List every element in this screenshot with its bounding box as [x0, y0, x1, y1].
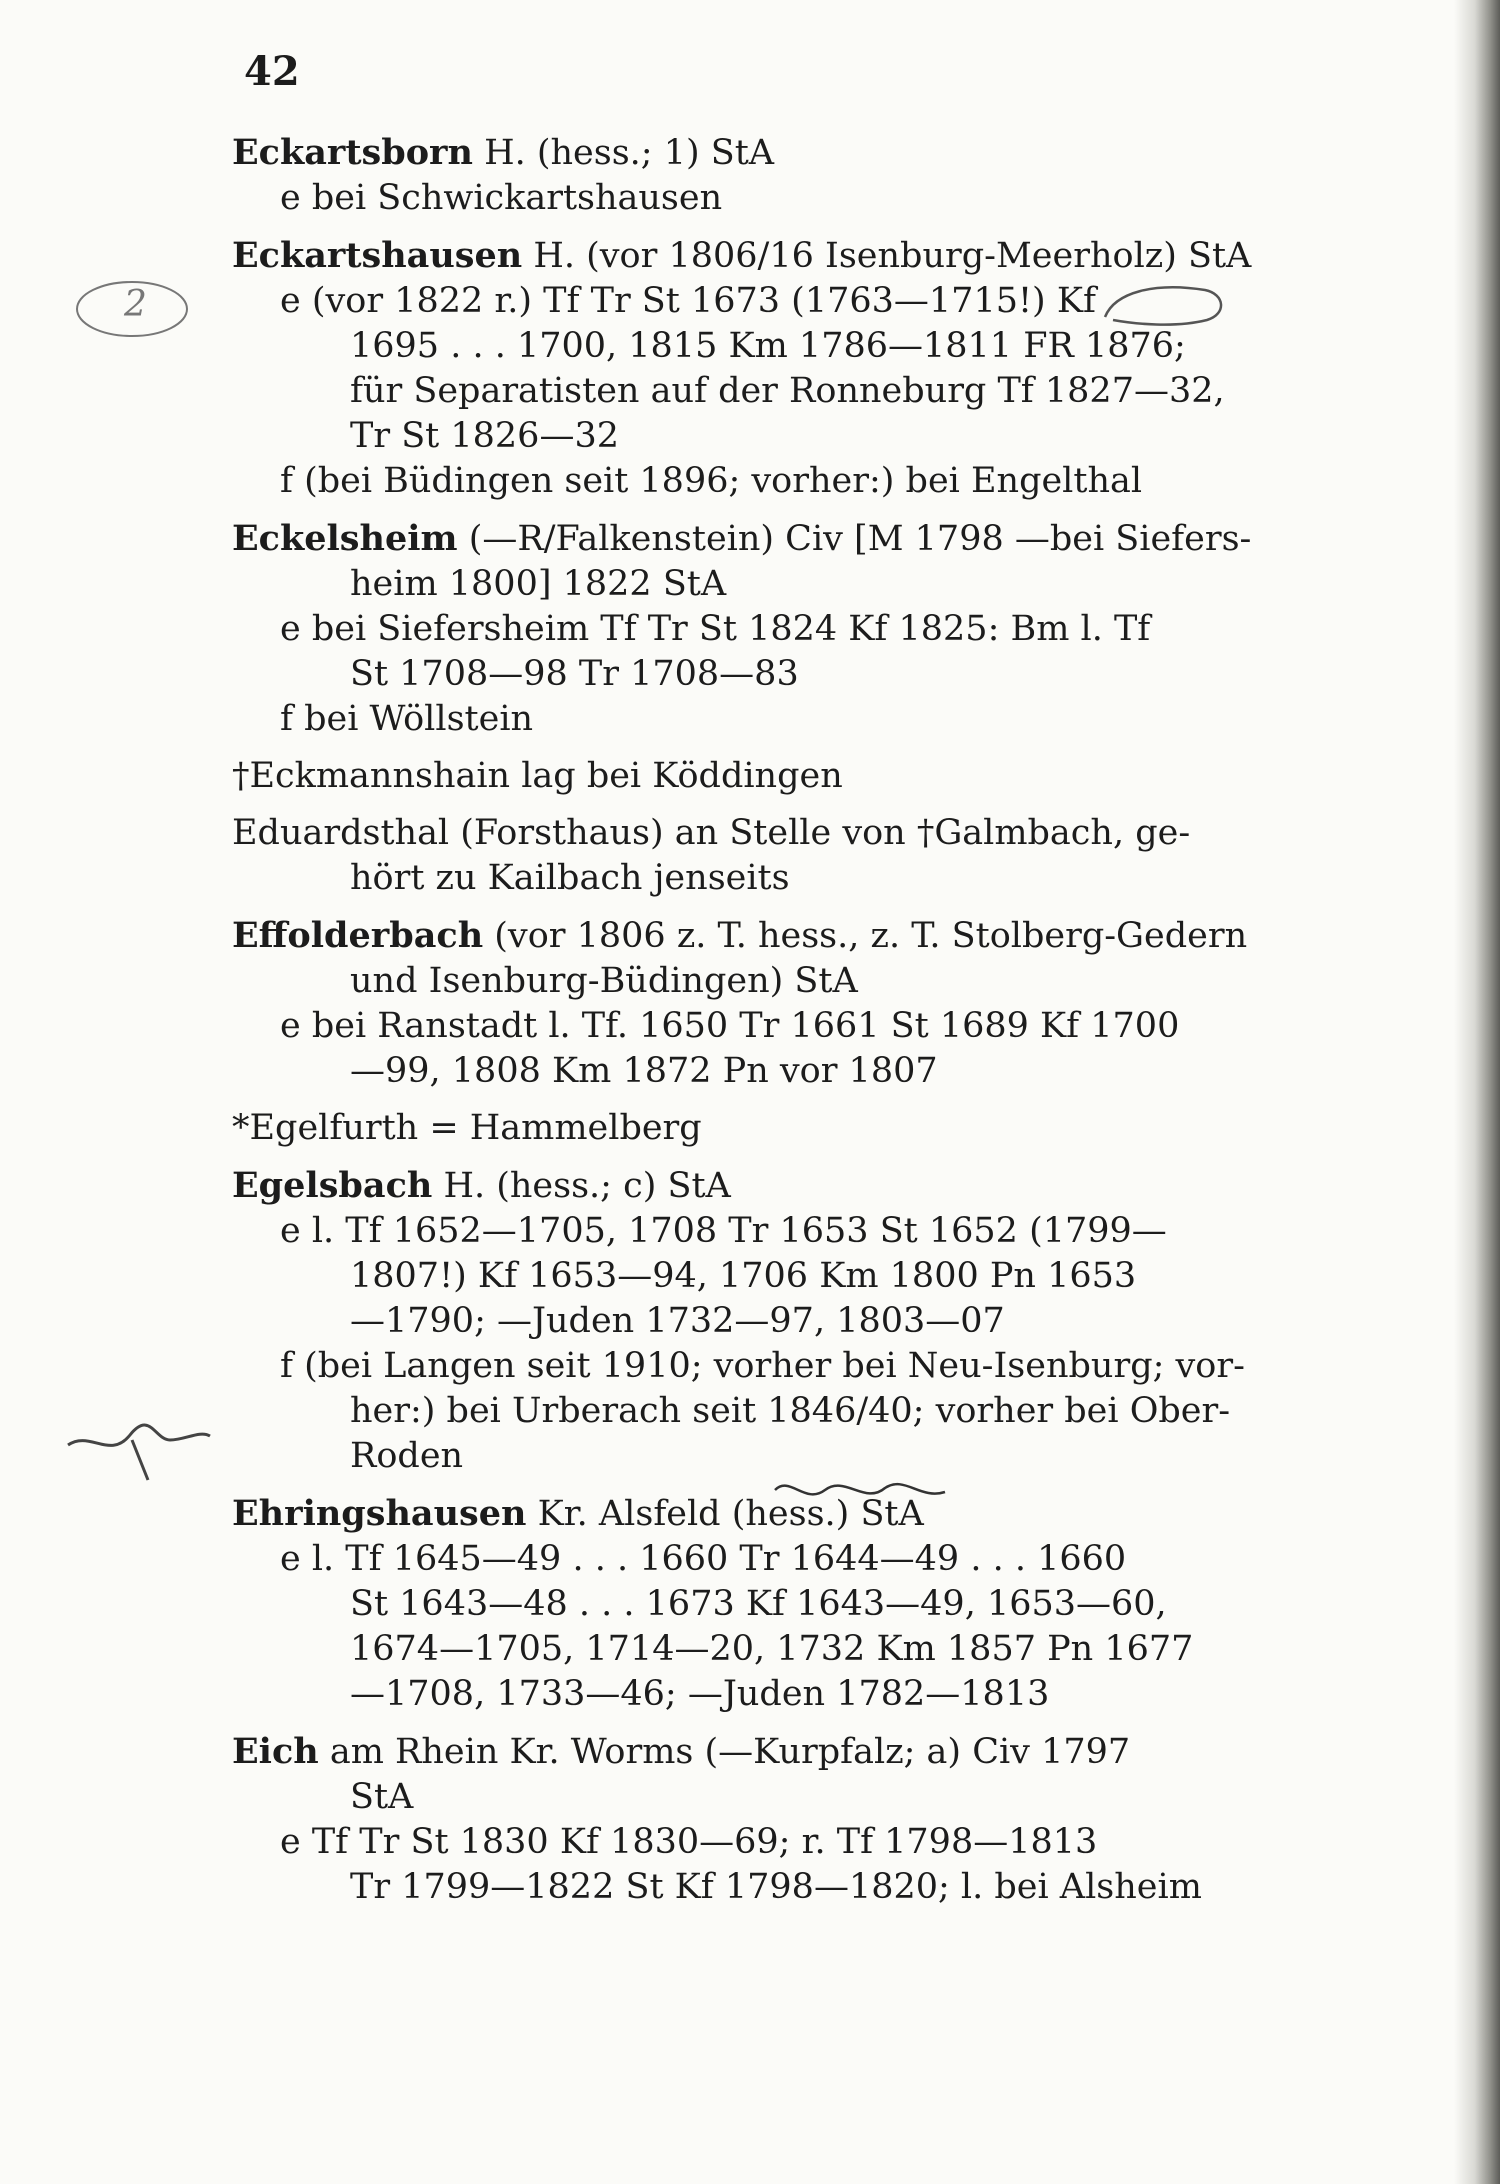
entry-text: —1790; —Juden 1732—97, 1803—07	[350, 1301, 1005, 1341]
gazetteer-entries	[232, 130, 1322, 1922]
entry-line	[232, 1209, 1322, 1254]
entry-line	[232, 811, 1322, 856]
entry-line	[232, 1537, 1322, 1582]
pencil-circle-mark	[1095, 262, 1235, 332]
entry-text: für Separatisten auf der Ronneburg Tf 1827—32,	[350, 371, 1225, 411]
entry-line	[232, 176, 1322, 221]
entry-line	[232, 1049, 1322, 1094]
entry-line	[232, 1106, 1322, 1151]
page-edge-shadow	[1454, 0, 1500, 2184]
entry	[232, 1491, 1322, 1717]
entry-line	[232, 1582, 1322, 1627]
margin-note: 2	[124, 284, 147, 325]
entry-text: 1674—1705, 1714—20, 1732 Km 1857 Pn 1677	[350, 1629, 1194, 1669]
entry-text: Roden	[350, 1436, 464, 1476]
entry	[232, 516, 1322, 742]
entry-text: H. (hess.; c) StA	[432, 1166, 731, 1206]
entry-line	[232, 562, 1322, 607]
entry-text: e (vor 1822 r.) Tf Tr St 1673 (1763—1715!) Kf	[280, 281, 1096, 321]
entry-text: (vor 1806 z. T. hess., z. T. Stolberg-Gedern	[483, 916, 1248, 956]
entry-line	[232, 959, 1322, 1004]
entry-headword: Eckartsborn	[232, 132, 473, 173]
entry-line	[232, 1820, 1322, 1865]
page-number: 42	[244, 48, 300, 95]
entry-text: e bei Siefersheim Tf Tr St 1824 Kf 1825: Bm l. Tf	[280, 609, 1151, 649]
entry-text: —1708, 1733—46; —Juden 1782—1813	[350, 1674, 1050, 1714]
entry	[232, 913, 1322, 1094]
entry-headword: Eckelsheim	[232, 518, 458, 559]
entry-line	[232, 1775, 1322, 1820]
entry-line	[232, 414, 1322, 459]
entry-line	[232, 697, 1322, 742]
entry-text: e bei Schwickartshausen	[280, 178, 723, 218]
entry-line	[232, 1729, 1322, 1775]
entry-line	[232, 754, 1322, 799]
entry-text: 1695 . . . 1700, 1815 Km 1786—1811 FR 1876;	[350, 326, 1186, 366]
entry-line	[232, 1254, 1322, 1299]
entry-line	[232, 1344, 1322, 1389]
entry-line	[232, 130, 1322, 176]
entry-text: e l. Tf 1645—49 . . . 1660 Tr 1644—49 . . . 1660	[280, 1539, 1127, 1579]
entry-text: f (bei Langen seit 1910; vorher bei Neu-Isenburg; vor-	[280, 1346, 1245, 1386]
entry-line	[232, 516, 1322, 562]
entry-text: f (bei Büdingen seit 1896; vorher:) bei Engelthal	[280, 461, 1143, 501]
entry-line	[232, 369, 1322, 414]
entry-text: e bei Ranstadt l. Tf. 1650 Tr 1661 St 1689 Kf 1700	[280, 1006, 1180, 1046]
entry-line	[232, 1672, 1322, 1717]
entry-text: 1807!) Kf 1653—94, 1706 Km 1800 Pn 1653	[350, 1256, 1137, 1296]
entry-headword: Eich	[232, 1731, 319, 1772]
entry-text: Tr St 1826—32	[350, 416, 619, 456]
entry-text: *Egelfurth = Hammelberg	[232, 1108, 702, 1148]
entry-text: Eduardsthal (Forsthaus) an Stelle von †Galmbach, ge-	[232, 813, 1191, 853]
entry-headword: Egelsbach	[232, 1165, 433, 1206]
entry-line	[232, 652, 1322, 697]
entry-text: St 1708—98 Tr 1708—83	[350, 654, 799, 694]
entry-text: am Rhein Kr. Worms (—Kurpfalz; a) Civ 1797	[318, 1732, 1131, 1772]
entry-text: —99, 1808 Km 1872 Pn vor 1807	[350, 1051, 938, 1091]
entry-headword: Ehringshausen	[232, 1493, 527, 1534]
entry	[232, 1163, 1322, 1479]
entry-line	[232, 607, 1322, 652]
entry-text: hört zu Kailbach jenseits	[350, 858, 790, 898]
entry-line	[232, 856, 1322, 901]
entry-line	[232, 1389, 1322, 1434]
entry-text: f bei Wöllstein	[280, 699, 534, 739]
entry-line	[232, 1627, 1322, 1672]
entry-text: St 1643—48 . . . 1673 Kf 1643—49, 1653—60,	[350, 1584, 1167, 1624]
entry-line	[232, 1865, 1322, 1910]
entry-line	[232, 1004, 1322, 1049]
entry-text: und Isenburg-Büdingen) StA	[350, 961, 858, 1001]
entry-text: Kr. Alsfeld (hess.) StA	[526, 1494, 924, 1534]
entry-line	[232, 1163, 1322, 1209]
entry	[232, 130, 1322, 221]
entry-text: e l. Tf 1652—1705, 1708 Tr 1653 St 1652 (1799—	[280, 1211, 1167, 1251]
entry-line	[232, 913, 1322, 959]
entry-line	[232, 459, 1322, 504]
entry	[232, 1106, 1322, 1151]
entry-text: H. (vor 1806/16 Isenburg-Meerholz) StA	[522, 236, 1252, 276]
entry-text: H. (hess.; 1) StA	[472, 133, 775, 173]
entry-headword: Eckartshausen	[232, 235, 523, 276]
entry-text: her:) bei Urberach seit 1846/40; vorher bei Ober-	[350, 1391, 1231, 1431]
margin-squiggle-annotation	[60, 1400, 220, 1490]
entry-text: (—R/Falkenstein) Civ [M 1798 —bei Siefers-	[457, 519, 1252, 559]
pencil-underline-wave	[770, 1470, 950, 1510]
entry-text: Tr 1799—1822 St Kf 1798—1820; l. bei Alsheim	[350, 1867, 1202, 1907]
entry-headword: Effolderbach	[232, 915, 484, 956]
entry	[232, 1729, 1322, 1910]
entry-line	[232, 1299, 1322, 1344]
entry-text: StA	[350, 1777, 414, 1817]
entry-text: †Eckmannshain lag bei Köddingen	[232, 756, 843, 796]
entry-text: e Tf Tr St 1830 Kf 1830—69; r. Tf 1798—1813	[280, 1822, 1098, 1862]
entry	[232, 754, 1322, 799]
entry	[232, 811, 1322, 901]
entry-text: heim 1800] 1822 StA	[350, 564, 727, 604]
